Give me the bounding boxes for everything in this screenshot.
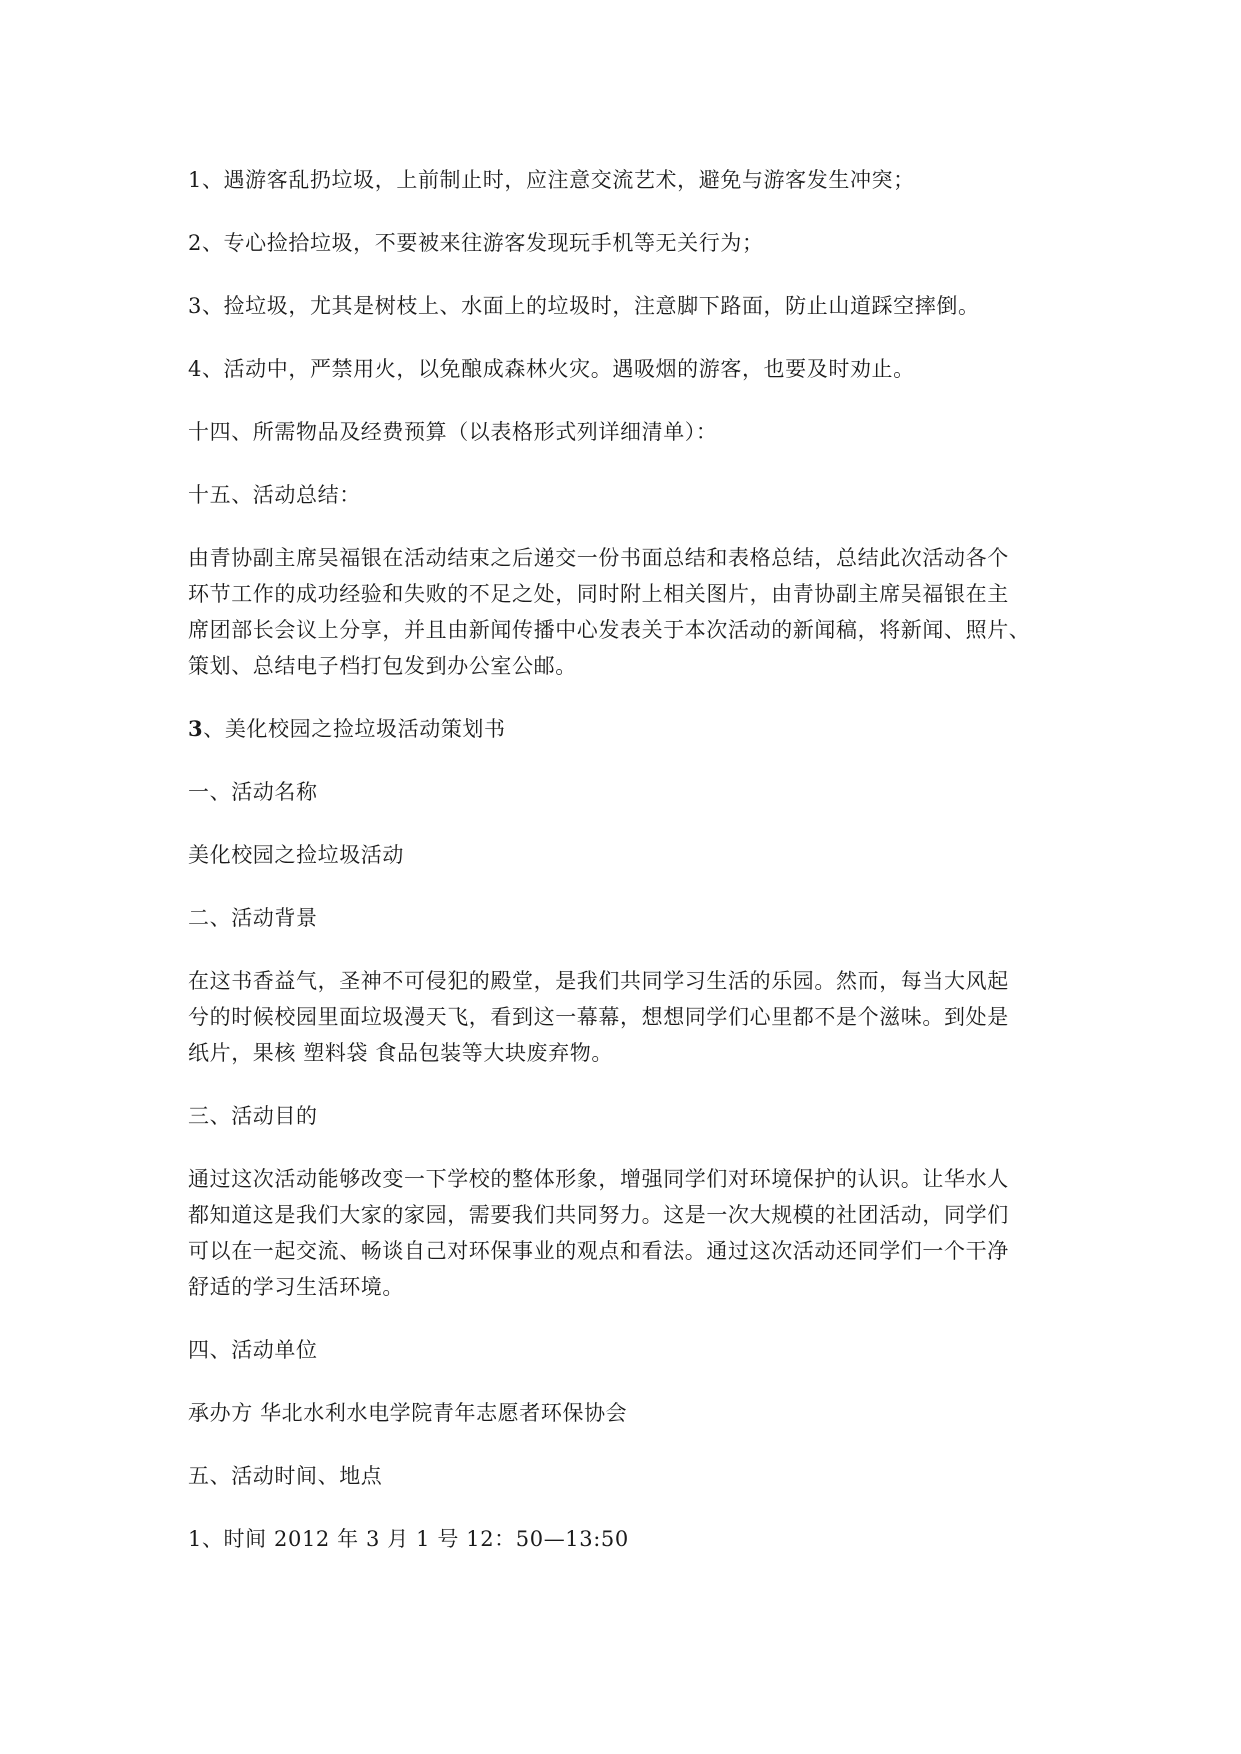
purpose-line: 都知道这是我们大家的家园，需要我们共同努力。这是一次大规模的社团活动，同学们 xyxy=(188,1203,1009,1227)
summary-line: 席团部长会议上分享，并且由新闻传播中心发表关于本次活动的新闻稿，将新闻、照片、 xyxy=(188,618,1031,642)
purpose-line: 通过这次活动能够改变一下学校的整体形象，增强同学们对环境保护的认识。让华水人 xyxy=(188,1167,1009,1191)
heading-purpose: 三、活动目的 xyxy=(188,1104,318,1128)
background-line: 在这书香益气，圣神不可侵犯的殿堂，是我们共同学习生活的乐园。然而，每当大风起 xyxy=(188,969,1009,993)
heading-background: 二、活动背景 xyxy=(188,906,318,930)
summary-line: 由青协副主席吴福银在活动结束之后递交一份书面总结和表格总结，总结此次活动各个 xyxy=(188,546,1009,570)
organizer-text: 承办方 华北水利水电学院青年志愿者环保协会 xyxy=(188,1401,628,1425)
section-heading-15: 十五、活动总结： xyxy=(188,483,361,507)
safety-item-4: 4、活动中，严禁用火，以免酿成森林火灾。遇吸烟的游客，也要及时劝止。 xyxy=(188,357,915,381)
safety-item-2: 2、专心捡拾垃圾，不要被来往游客发现玩手机等无关行为； xyxy=(188,231,764,255)
purpose-line: 舒适的学习生活环境。 xyxy=(188,1275,404,1299)
summary-line: 环节工作的成功经验和失败的不足之处，同时附上相关图片，由青协副主席吴福银在主 xyxy=(188,582,1009,606)
heading-activity-name: 一、活动名称 xyxy=(188,780,318,804)
heading-time-place: 五、活动时间、地点 xyxy=(188,1464,383,1488)
purpose-line: 可以在一起交流、畅谈自己对环保事业的观点和看法。通过这次活动还同学们一个干净 xyxy=(188,1239,1009,1263)
heading-unit: 四、活动单位 xyxy=(188,1338,318,1362)
activity-name-text: 美化校园之捡垃圾活动 xyxy=(188,843,404,867)
safety-item-3: 3、捡垃圾，尤其是树枝上、水面上的垃圾时，注意脚下路面，防止山道踩空摔倒。 xyxy=(188,294,980,318)
time-text: 1、时间 2012 年 3 月 1 号 12：50—13:50 xyxy=(188,1527,629,1551)
plan-title xyxy=(188,711,1058,747)
summary-line: 策划、总结电子档打包发到办公室公邮。 xyxy=(188,654,577,678)
plan-title-text: 、美化校园之捡垃圾活动策划书 xyxy=(203,717,506,741)
background-line: 兮的时候校园里面垃圾漫天飞，看到这一幕幕，想想同学们心里都不是个滋味。到处是 xyxy=(188,1005,1009,1029)
plan-number: 3 xyxy=(188,716,204,741)
background-line: 纸片，果核 塑料袋 食品包装等大块废弃物。 xyxy=(188,1041,613,1065)
safety-item-1: 1、遇游客乱扔垃圾，上前制止时，应注意交流艺术，避免与游客发生冲突； xyxy=(188,168,915,192)
section-heading-14: 十四、所需物品及经费预算（以表格形式列详细清单）： xyxy=(188,420,718,444)
